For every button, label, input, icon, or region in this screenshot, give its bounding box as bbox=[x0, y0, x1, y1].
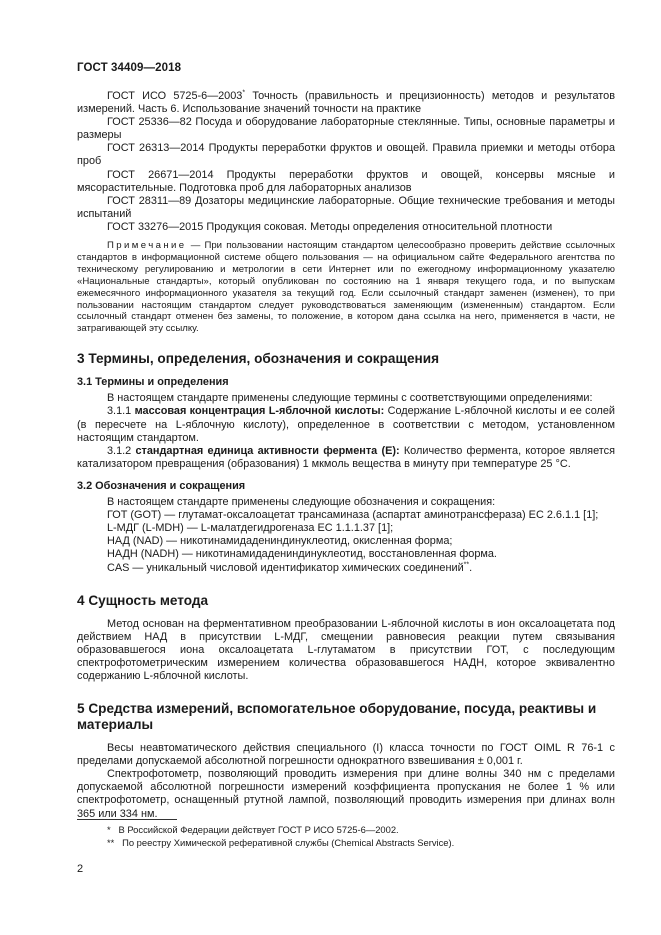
document-body bbox=[77, 90, 615, 821]
ref-item: ГОСТ ИСО 5725-6—2003* Точность (правильность и прецизионность) методов и результатов измерений. Часть 6. Использование значений точности на практике bbox=[77, 89, 615, 116]
term-3-1-1: 3.1.1 массовая концентрация L-яблочной кислоты: Содержание L-яблочной кислоты и ее солей (в пересчете на L-яблочную кислоту), определенное в соответствии с методом, установленном настоящим стандартом. bbox=[77, 405, 616, 444]
page-number: 2 bbox=[77, 863, 84, 875]
ref-item: ГОСТ 25336—82 Посуда и оборудование лабораторные стеклянные. Типы, основные параметры и размеры bbox=[77, 116, 615, 142]
abbr-item: НАД (NAD) — никотинамидадениндинуклеотид, окисленная форма; bbox=[107, 535, 453, 548]
section-3-1-heading: 3.1 Термины и определения bbox=[77, 376, 229, 389]
section-4-text: Метод основан на ферментативном преобразовании L-яблочной кислоты в ион оксалоацетата под действием НАД в присутствии L-МДГ, смещении равновесия реакции путем связывания образовавшегося иона оксалоацетата L-глутаматом в присутствии ГОТ, с последующим спектрофотометрическим измерением количества образовавшегося НАДН, которое эквивалентно содержанию L-яблочной кислоты. bbox=[77, 617, 615, 682]
note-paragraph: Примечание — При пользовании настоящим стандартом целесообразно проверить действие ссылочных стандартов в информационной системе общего пользования — на официальном сайте Федерального агентства по техническому регулированию и метрологии в сети Интернет или по ежегодному информационному указателю «Национальные стандарты», который опубликован по состоянию на 1 января текущего года, и по выпускам ежемесячного информационного указателя за текущий год. Если ссылочный стандарт заменен (изменен), то при пользовании настоящим стандартом следует руководствоваться заменяющим (измененным) стандартом. Если ссылочный стандарт отменен без замены, то положение, в котором дана ссылка на него, применяется в части, не затрагивающей эту ссылку. bbox=[77, 240, 615, 335]
section-3-2-heading: 3.2 Обозначения и сокращения bbox=[77, 479, 246, 492]
ref-item: ГОСТ 28311—89 Дозаторы медицинские лабораторные. Общие технические требования и методы испытаний bbox=[77, 194, 615, 220]
ref-item: ГОСТ 26313—2014 Продукты переработки фруктов и овощей. Правила приемки и методы отбора проб bbox=[77, 142, 615, 168]
abbr-item: ГОТ (GOT) — глутамат-оксалоацетат трансаминаза (аспартат аминотрансфераза) ЕС 2.6.1.1 [1]; bbox=[107, 509, 599, 522]
abbr-item: L-МДГ (L-MDH) — L-малатдегидрогеназа ЕС 1.1.1.37 [1]; bbox=[107, 522, 394, 535]
section-3-heading: 3 Термины, определения, обозначения и сокращения bbox=[77, 351, 440, 367]
ref-item: ГОСТ 26671—2014 Продукты переработки фруктов и овощей, консервы мясные и мясорастительные. Подготовка проб для лабораторных анализов bbox=[77, 168, 615, 194]
abbr-item: CAS — уникальный числовой идентификатор химических соединений**. bbox=[107, 560, 473, 574]
footnote-2: ** По реестру Химической реферативной службы (Chemical Abstracts Service). bbox=[107, 837, 455, 848]
section-5-paragraph: Спектрофотометр, позволяющий проводить измерения при длине волны 340 нм с пределами допускаемой абсолютной погрешности измерений коэффициента пропускания не более 1 % или спектрофотометр, оснащенный ртутной лампой, позволяющий проводить измерения при длинах волн 365 или 334 нм. bbox=[77, 768, 615, 820]
footnote-1: * В Российской Федерации действует ГОСТ Р ИСО 5725-6—2002. bbox=[107, 824, 399, 835]
section-3-1-intro: В настоящем стандарте применены следующие термины с соответствующими определениями: bbox=[107, 392, 593, 405]
section-3-2-intro: В настоящем стандарте применены следующие обозначения и сокращения: bbox=[107, 496, 496, 509]
section-5-heading: 5 Средства измерений, вспомогательное оборудование, посуда, реактивы и материалы bbox=[77, 701, 597, 733]
page-header: ГОСТ 34409—2018 bbox=[77, 62, 182, 74]
section-5-paragraph: Весы неавтоматического действия специального (I) класса точности по ГОСТ OIML R 76-1 с пределами допускаемой абсолютной погрешности однократного взвешивания ± 0,001 г. bbox=[77, 742, 615, 768]
abbr-item: НАДН (NADH) — никотинамидадениндинуклеотид, восстановленная форма. bbox=[107, 548, 497, 561]
section-4-heading: 4 Сущность метода bbox=[77, 592, 209, 608]
footnote-divider bbox=[77, 819, 177, 820]
term-3-1-2: 3.1.2 стандартная единица активности фермента (E): Количество фермента, которое является катализатором превращения (образования) 1 мкмоль вещества в минуту при температуре 25 °С. bbox=[77, 444, 615, 470]
ref-item: ГОСТ 33276—2015 Продукция соковая. Методы определения относительной плотности bbox=[107, 220, 553, 233]
